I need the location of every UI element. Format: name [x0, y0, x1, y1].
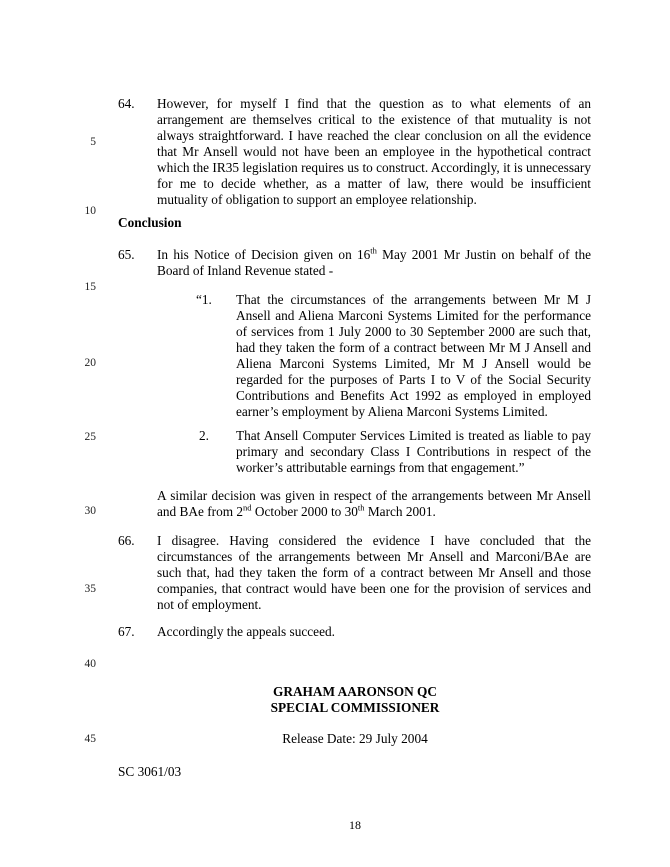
page-number: 18	[349, 818, 361, 832]
line-number-10: 10	[84, 205, 96, 217]
paragraph-number-67: 67.	[118, 624, 135, 639]
signatory-name: GRAHAM AARONSON QC	[273, 684, 437, 699]
paragraph-number-65: 65.	[118, 247, 135, 262]
line-number-25: 25	[84, 431, 96, 443]
similar-decision-text: A similar decision was given in respect of the arrangements between Mr Ansell and BAe from 2nd October 2000 to 30th March 2001.	[157, 488, 591, 519]
quote-item-2-text: That Ansell Computer Services Limited is treated as liable to pay primary and secondary Class I Contributions in respect of the worker’s attributable earnings from that engagement.”	[236, 428, 591, 475]
paragraph-64-text: However, for myself I find that the question as to what elements of an arrangement are themselves critical to the existence of that mutuality is not always straightforward. I have reached the clear conclusion on all the evidence that Mr Ansell would not have been an employee in the hypothetical contract which the IR35 legislation requires us to construct. Accordingly, it is unnecessary for me to decide whether, as a matter of law, there would be insufficient mutuality of obligation to support an employee relationship.	[157, 96, 591, 207]
paragraph-number-66: 66.	[118, 533, 135, 548]
line-number-15: 15	[84, 281, 96, 293]
case-reference: SC 3061/03	[118, 764, 182, 779]
paragraph-number-64: 64.	[118, 96, 135, 111]
signatory-title: SPECIAL COMMISSIONER	[270, 700, 440, 715]
line-number-5: 5	[90, 136, 96, 148]
line-number-45: 45	[84, 733, 96, 745]
line-number-35: 35	[84, 583, 96, 595]
line-number-30: 30	[84, 505, 96, 517]
paragraph-66-text: I disagree. Having considered the evidence I have concluded that the circumstances of the arrangements between Mr Ansell and Marconi/BAe are such that, had they taken the form of a contract between Mr Ansell and those companies, that contract would have been one for the provision of services and not of employment.	[157, 533, 591, 612]
quote-item-1-text: That the circumstances of the arrangements between Mr M J Ansell and Aliena Marconi Systems Limited for the performance of services from 1 July 2000 to 30 September 2000 are such that, had they taken the form of a contract between Mr M J Ansell and Aliena Marconi Systems Limited, Mr M J Ansell would be regarded for the purposes of Parts I to V of the Social Security Contributions and Benefits Act 1992 as employed in employed earner’s employment by Aliena Marconi Systems Limited.	[236, 292, 591, 419]
line-number-20: 20	[84, 357, 96, 369]
quote-item-2-number: 2.	[199, 428, 209, 443]
release-date: Release Date: 29 July 2004	[282, 731, 428, 746]
paragraph-67-text: Accordingly the appeals succeed.	[157, 624, 335, 639]
quote-item-1-number: “1.	[196, 292, 212, 307]
paragraph-65-text: In his Notice of Decision given on 16th May 2001 Mr Justin on behalf of the Board of Inland Revenue stated -	[157, 245, 592, 278]
conclusion-heading: Conclusion	[118, 215, 182, 230]
line-number-40: 40	[84, 658, 96, 670]
